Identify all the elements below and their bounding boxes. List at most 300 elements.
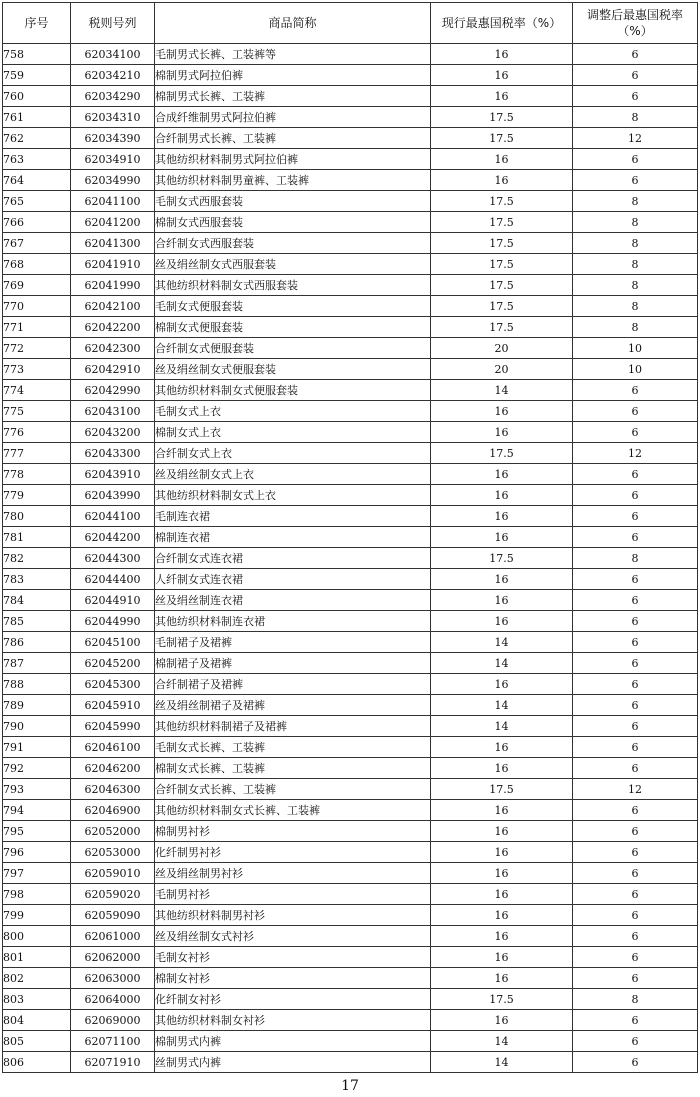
cell-product-name: 毛制女式便服套装 bbox=[155, 296, 431, 317]
cell-tariff-code: 62042100 bbox=[71, 296, 155, 317]
cell-serial-number: 798 bbox=[3, 884, 71, 905]
cell-adjusted-rate: 8 bbox=[573, 233, 698, 254]
header-current-rate: 现行最惠国税率（%） bbox=[431, 3, 573, 44]
cell-current-rate: 16 bbox=[431, 800, 573, 821]
table-row bbox=[3, 338, 698, 359]
cell-current-rate: 17.5 bbox=[431, 296, 573, 317]
cell-tariff-code: 62046300 bbox=[71, 779, 155, 800]
header-tariff-code: 税则号列 bbox=[71, 3, 155, 44]
cell-serial-number: 795 bbox=[3, 821, 71, 842]
table-row bbox=[3, 464, 698, 485]
cell-serial-number: 760 bbox=[3, 86, 71, 107]
cell-tariff-code: 62034310 bbox=[71, 107, 155, 128]
cell-product-name: 丝及绢丝制女式上衣 bbox=[155, 464, 431, 485]
cell-product-name: 人纤制女式连衣裙 bbox=[155, 569, 431, 590]
cell-adjusted-rate: 8 bbox=[573, 989, 698, 1010]
cell-product-name: 棉制女式上衣 bbox=[155, 422, 431, 443]
cell-current-rate: 16 bbox=[431, 86, 573, 107]
cell-current-rate: 16 bbox=[431, 422, 573, 443]
cell-current-rate: 16 bbox=[431, 674, 573, 695]
cell-current-rate: 17.5 bbox=[431, 107, 573, 128]
table-row bbox=[3, 947, 698, 968]
cell-current-rate: 16 bbox=[431, 926, 573, 947]
cell-adjusted-rate: 8 bbox=[573, 254, 698, 275]
header-product-name: 商品简称 bbox=[155, 3, 431, 44]
cell-product-name: 其他纺织材料制女式长裤、工装裤 bbox=[155, 800, 431, 821]
cell-serial-number: 794 bbox=[3, 800, 71, 821]
cell-adjusted-rate: 12 bbox=[573, 779, 698, 800]
table-row bbox=[3, 716, 698, 737]
cell-tariff-code: 62042300 bbox=[71, 338, 155, 359]
cell-adjusted-rate: 6 bbox=[573, 86, 698, 107]
cell-serial-number: 779 bbox=[3, 485, 71, 506]
cell-serial-number: 803 bbox=[3, 989, 71, 1010]
cell-serial-number: 784 bbox=[3, 590, 71, 611]
cell-serial-number: 758 bbox=[3, 44, 71, 65]
table-row bbox=[3, 485, 698, 506]
cell-product-name: 毛制女衬衫 bbox=[155, 947, 431, 968]
cell-adjusted-rate: 6 bbox=[573, 842, 698, 863]
cell-adjusted-rate: 6 bbox=[573, 947, 698, 968]
cell-adjusted-rate: 6 bbox=[573, 149, 698, 170]
cell-product-name: 毛制连衣裙 bbox=[155, 506, 431, 527]
cell-serial-number: 801 bbox=[3, 947, 71, 968]
cell-adjusted-rate: 6 bbox=[573, 44, 698, 65]
cell-product-name: 其他纺织材料制男衬衫 bbox=[155, 905, 431, 926]
table-row bbox=[3, 1031, 698, 1052]
table-header-row bbox=[3, 3, 698, 44]
cell-product-name: 合纤制裙子及裙裤 bbox=[155, 674, 431, 695]
cell-product-name: 棉制女衬衫 bbox=[155, 968, 431, 989]
table-row bbox=[3, 275, 698, 296]
cell-current-rate: 16 bbox=[431, 758, 573, 779]
table-row bbox=[3, 800, 698, 821]
cell-tariff-code: 62061000 bbox=[71, 926, 155, 947]
cell-adjusted-rate: 6 bbox=[573, 737, 698, 758]
cell-current-rate: 16 bbox=[431, 44, 573, 65]
tariff-table bbox=[2, 2, 698, 1073]
cell-product-name: 毛制女式长裤、工装裤 bbox=[155, 737, 431, 758]
cell-tariff-code: 62059020 bbox=[71, 884, 155, 905]
table-row bbox=[3, 758, 698, 779]
cell-serial-number: 759 bbox=[3, 65, 71, 86]
cell-current-rate: 14 bbox=[431, 1052, 573, 1073]
cell-product-name: 其他纺织材料制连衣裙 bbox=[155, 611, 431, 632]
table-row bbox=[3, 401, 698, 422]
cell-tariff-code: 62034210 bbox=[71, 65, 155, 86]
cell-adjusted-rate: 6 bbox=[573, 590, 698, 611]
cell-adjusted-rate: 12 bbox=[573, 128, 698, 149]
table-row bbox=[3, 422, 698, 443]
cell-current-rate: 16 bbox=[431, 170, 573, 191]
cell-tariff-code: 62034910 bbox=[71, 149, 155, 170]
cell-tariff-code: 62043990 bbox=[71, 485, 155, 506]
cell-adjusted-rate: 8 bbox=[573, 275, 698, 296]
cell-product-name: 合纤制女式便服套装 bbox=[155, 338, 431, 359]
header-serial-number: 序号 bbox=[3, 3, 71, 44]
cell-product-name: 毛制男式长裤、工装裤等 bbox=[155, 44, 431, 65]
cell-current-rate: 16 bbox=[431, 569, 573, 590]
cell-current-rate: 17.5 bbox=[431, 128, 573, 149]
cell-serial-number: 770 bbox=[3, 296, 71, 317]
cell-tariff-code: 62043100 bbox=[71, 401, 155, 422]
cell-tariff-code: 62064000 bbox=[71, 989, 155, 1010]
cell-tariff-code: 62045990 bbox=[71, 716, 155, 737]
cell-tariff-code: 62044300 bbox=[71, 548, 155, 569]
cell-serial-number: 796 bbox=[3, 842, 71, 863]
cell-serial-number: 788 bbox=[3, 674, 71, 695]
cell-tariff-code: 62044910 bbox=[71, 590, 155, 611]
cell-current-rate: 16 bbox=[431, 611, 573, 632]
cell-tariff-code: 62071100 bbox=[71, 1031, 155, 1052]
cell-adjusted-rate: 6 bbox=[573, 170, 698, 191]
cell-product-name: 合纤制女式上衣 bbox=[155, 443, 431, 464]
table-body bbox=[3, 44, 698, 1073]
cell-current-rate: 16 bbox=[431, 506, 573, 527]
table-row bbox=[3, 233, 698, 254]
cell-adjusted-rate: 6 bbox=[573, 716, 698, 737]
table-row bbox=[3, 191, 698, 212]
cell-product-name: 毛制男衬衫 bbox=[155, 884, 431, 905]
cell-product-name: 化纤制女衬衫 bbox=[155, 989, 431, 1010]
cell-current-rate: 16 bbox=[431, 842, 573, 863]
cell-adjusted-rate: 6 bbox=[573, 821, 698, 842]
cell-serial-number: 776 bbox=[3, 422, 71, 443]
cell-product-name: 丝及绢丝制女式衬衫 bbox=[155, 926, 431, 947]
cell-serial-number: 763 bbox=[3, 149, 71, 170]
cell-adjusted-rate: 8 bbox=[573, 212, 698, 233]
cell-tariff-code: 62043300 bbox=[71, 443, 155, 464]
cell-serial-number: 773 bbox=[3, 359, 71, 380]
cell-serial-number: 764 bbox=[3, 170, 71, 191]
cell-adjusted-rate: 8 bbox=[573, 191, 698, 212]
cell-adjusted-rate: 6 bbox=[573, 674, 698, 695]
table-row bbox=[3, 128, 698, 149]
cell-current-rate: 14 bbox=[431, 695, 573, 716]
header-adjusted-rate bbox=[573, 3, 698, 44]
cell-current-rate: 20 bbox=[431, 359, 573, 380]
cell-product-name: 其他纺织材料制裙子及裙裤 bbox=[155, 716, 431, 737]
cell-product-name: 棉制男衬衫 bbox=[155, 821, 431, 842]
cell-product-name: 其他纺织材料制女式便服套装 bbox=[155, 380, 431, 401]
cell-adjusted-rate: 6 bbox=[573, 758, 698, 779]
cell-product-name: 其他纺织材料制男童裤、工装裤 bbox=[155, 170, 431, 191]
cell-tariff-code: 62044100 bbox=[71, 506, 155, 527]
cell-serial-number: 777 bbox=[3, 443, 71, 464]
cell-tariff-code: 62034390 bbox=[71, 128, 155, 149]
cell-tariff-code: 62046200 bbox=[71, 758, 155, 779]
cell-adjusted-rate: 6 bbox=[573, 464, 698, 485]
cell-product-name: 其他纺织材料制女式上衣 bbox=[155, 485, 431, 506]
cell-adjusted-rate: 6 bbox=[573, 506, 698, 527]
cell-current-rate: 17.5 bbox=[431, 212, 573, 233]
cell-current-rate: 14 bbox=[431, 653, 573, 674]
cell-product-name: 丝及绢丝制裙子及裙裤 bbox=[155, 695, 431, 716]
cell-adjusted-rate: 8 bbox=[573, 317, 698, 338]
table-row bbox=[3, 569, 698, 590]
cell-tariff-code: 62046100 bbox=[71, 737, 155, 758]
cell-serial-number: 797 bbox=[3, 863, 71, 884]
cell-serial-number: 786 bbox=[3, 632, 71, 653]
page-number: 17 bbox=[341, 1078, 359, 1094]
cell-tariff-code: 62043200 bbox=[71, 422, 155, 443]
cell-adjusted-rate: 6 bbox=[573, 695, 698, 716]
cell-product-name: 棉制女式西服套装 bbox=[155, 212, 431, 233]
cell-current-rate: 17.5 bbox=[431, 191, 573, 212]
cell-product-name: 毛制女式上衣 bbox=[155, 401, 431, 422]
cell-current-rate: 16 bbox=[431, 968, 573, 989]
cell-tariff-code: 62041300 bbox=[71, 233, 155, 254]
table-row bbox=[3, 821, 698, 842]
cell-current-rate: 16 bbox=[431, 65, 573, 86]
cell-current-rate: 16 bbox=[431, 863, 573, 884]
cell-serial-number: 768 bbox=[3, 254, 71, 275]
table-row bbox=[3, 968, 698, 989]
cell-current-rate: 17.5 bbox=[431, 548, 573, 569]
table-row bbox=[3, 695, 698, 716]
cell-tariff-code: 62045910 bbox=[71, 695, 155, 716]
cell-current-rate: 16 bbox=[431, 884, 573, 905]
cell-product-name: 合纤制女式长裤、工装裤 bbox=[155, 779, 431, 800]
cell-adjusted-rate: 6 bbox=[573, 611, 698, 632]
cell-tariff-code: 62045100 bbox=[71, 632, 155, 653]
cell-tariff-code: 62052000 bbox=[71, 821, 155, 842]
cell-tariff-code: 62044400 bbox=[71, 569, 155, 590]
cell-serial-number: 792 bbox=[3, 758, 71, 779]
cell-current-rate: 17.5 bbox=[431, 275, 573, 296]
cell-product-name: 棉制男式长裤、工装裤 bbox=[155, 86, 431, 107]
cell-adjusted-rate: 6 bbox=[573, 569, 698, 590]
cell-product-name: 合纤制女式连衣裙 bbox=[155, 548, 431, 569]
cell-current-rate: 17.5 bbox=[431, 989, 573, 1010]
cell-tariff-code: 62041990 bbox=[71, 275, 155, 296]
cell-serial-number: 799 bbox=[3, 905, 71, 926]
cell-adjusted-rate: 6 bbox=[573, 905, 698, 926]
cell-current-rate: 17.5 bbox=[431, 317, 573, 338]
cell-tariff-code: 62041100 bbox=[71, 191, 155, 212]
table-row bbox=[3, 359, 698, 380]
table-row bbox=[3, 989, 698, 1010]
cell-product-name: 合纤制女式西服套装 bbox=[155, 233, 431, 254]
cell-serial-number: 790 bbox=[3, 716, 71, 737]
cell-current-rate: 16 bbox=[431, 947, 573, 968]
cell-tariff-code: 62043910 bbox=[71, 464, 155, 485]
cell-current-rate: 17.5 bbox=[431, 254, 573, 275]
table-row bbox=[3, 1010, 698, 1031]
cell-serial-number: 775 bbox=[3, 401, 71, 422]
cell-tariff-code: 62059090 bbox=[71, 905, 155, 926]
cell-tariff-code: 62046900 bbox=[71, 800, 155, 821]
cell-serial-number: 780 bbox=[3, 506, 71, 527]
cell-product-name: 棉制裙子及裙裤 bbox=[155, 653, 431, 674]
cell-serial-number: 767 bbox=[3, 233, 71, 254]
cell-current-rate: 17.5 bbox=[431, 779, 573, 800]
cell-tariff-code: 62041200 bbox=[71, 212, 155, 233]
cell-serial-number: 804 bbox=[3, 1010, 71, 1031]
cell-adjusted-rate: 10 bbox=[573, 338, 698, 359]
cell-adjusted-rate: 6 bbox=[573, 401, 698, 422]
cell-serial-number: 762 bbox=[3, 128, 71, 149]
cell-serial-number: 778 bbox=[3, 464, 71, 485]
cell-product-name: 棉制女式便服套装 bbox=[155, 317, 431, 338]
table-row bbox=[3, 65, 698, 86]
table-row bbox=[3, 527, 698, 548]
table-row bbox=[3, 905, 698, 926]
cell-adjusted-rate: 6 bbox=[573, 863, 698, 884]
cell-adjusted-rate: 6 bbox=[573, 926, 698, 947]
cell-serial-number: 761 bbox=[3, 107, 71, 128]
cell-current-rate: 17.5 bbox=[431, 233, 573, 254]
cell-adjusted-rate: 6 bbox=[573, 968, 698, 989]
cell-product-name: 毛制女式西服套装 bbox=[155, 191, 431, 212]
cell-current-rate: 14 bbox=[431, 632, 573, 653]
cell-serial-number: 781 bbox=[3, 527, 71, 548]
table-row bbox=[3, 548, 698, 569]
table-row bbox=[3, 674, 698, 695]
cell-adjusted-rate: 8 bbox=[573, 296, 698, 317]
cell-adjusted-rate: 12 bbox=[573, 443, 698, 464]
cell-current-rate: 16 bbox=[431, 149, 573, 170]
cell-current-rate: 16 bbox=[431, 821, 573, 842]
cell-serial-number: 787 bbox=[3, 653, 71, 674]
cell-product-name: 化纤制男衬衫 bbox=[155, 842, 431, 863]
table-row bbox=[3, 590, 698, 611]
cell-adjusted-rate: 6 bbox=[573, 527, 698, 548]
table-row bbox=[3, 653, 698, 674]
cell-serial-number: 772 bbox=[3, 338, 71, 359]
cell-product-name: 棉制男式阿拉伯裤 bbox=[155, 65, 431, 86]
cell-tariff-code: 62045300 bbox=[71, 674, 155, 695]
table-row bbox=[3, 863, 698, 884]
header-adjusted-rate-line1: 调整后最惠国税率 bbox=[586, 8, 683, 22]
cell-current-rate: 17.5 bbox=[431, 443, 573, 464]
table-row bbox=[3, 149, 698, 170]
cell-serial-number: 791 bbox=[3, 737, 71, 758]
cell-tariff-code: 62042990 bbox=[71, 380, 155, 401]
cell-current-rate: 14 bbox=[431, 716, 573, 737]
cell-adjusted-rate: 6 bbox=[573, 380, 698, 401]
cell-serial-number: 774 bbox=[3, 380, 71, 401]
cell-serial-number: 782 bbox=[3, 548, 71, 569]
cell-adjusted-rate: 6 bbox=[573, 632, 698, 653]
table-row bbox=[3, 296, 698, 317]
cell-product-name: 其他纺织材料制女衬衫 bbox=[155, 1010, 431, 1031]
cell-tariff-code: 62045200 bbox=[71, 653, 155, 674]
cell-tariff-code: 62059010 bbox=[71, 863, 155, 884]
table-row bbox=[3, 86, 698, 107]
table-row bbox=[3, 632, 698, 653]
cell-adjusted-rate: 6 bbox=[573, 884, 698, 905]
cell-tariff-code: 62044200 bbox=[71, 527, 155, 548]
cell-serial-number: 793 bbox=[3, 779, 71, 800]
cell-serial-number: 771 bbox=[3, 317, 71, 338]
cell-product-name: 棉制女式长裤、工装裤 bbox=[155, 758, 431, 779]
table-row bbox=[3, 884, 698, 905]
cell-serial-number: 783 bbox=[3, 569, 71, 590]
cell-current-rate: 16 bbox=[431, 527, 573, 548]
table-row bbox=[3, 443, 698, 464]
cell-product-name: 毛制裙子及裙裤 bbox=[155, 632, 431, 653]
cell-tariff-code: 62034290 bbox=[71, 86, 155, 107]
cell-tariff-code: 62071910 bbox=[71, 1052, 155, 1073]
cell-current-rate: 14 bbox=[431, 380, 573, 401]
cell-product-name: 其他纺织材料制男式阿拉伯裤 bbox=[155, 149, 431, 170]
cell-adjusted-rate: 6 bbox=[573, 800, 698, 821]
cell-tariff-code: 62042200 bbox=[71, 317, 155, 338]
cell-current-rate: 16 bbox=[431, 1010, 573, 1031]
table-row bbox=[3, 926, 698, 947]
table-row bbox=[3, 254, 698, 275]
cell-serial-number: 800 bbox=[3, 926, 71, 947]
cell-adjusted-rate: 6 bbox=[573, 1010, 698, 1031]
cell-serial-number: 766 bbox=[3, 212, 71, 233]
cell-adjusted-rate: 8 bbox=[573, 548, 698, 569]
table-row bbox=[3, 380, 698, 401]
cell-product-name: 合纤制男式长裤、工装裤 bbox=[155, 128, 431, 149]
cell-adjusted-rate: 8 bbox=[573, 107, 698, 128]
table-row bbox=[3, 842, 698, 863]
cell-adjusted-rate: 6 bbox=[573, 1052, 698, 1073]
cell-adjusted-rate: 6 bbox=[573, 1031, 698, 1052]
cell-tariff-code: 62041910 bbox=[71, 254, 155, 275]
cell-product-name: 棉制男式内裤 bbox=[155, 1031, 431, 1052]
cell-serial-number: 769 bbox=[3, 275, 71, 296]
cell-current-rate: 16 bbox=[431, 737, 573, 758]
table-row bbox=[3, 317, 698, 338]
cell-serial-number: 785 bbox=[3, 611, 71, 632]
cell-tariff-code: 62034990 bbox=[71, 170, 155, 191]
table-row bbox=[3, 506, 698, 527]
cell-current-rate: 16 bbox=[431, 485, 573, 506]
cell-current-rate: 16 bbox=[431, 401, 573, 422]
cell-tariff-code: 62034100 bbox=[71, 44, 155, 65]
table-row bbox=[3, 170, 698, 191]
cell-product-name: 丝及绢丝制男衬衫 bbox=[155, 863, 431, 884]
cell-product-name: 丝及绢丝制女式西服套装 bbox=[155, 254, 431, 275]
cell-product-name: 棉制连衣裙 bbox=[155, 527, 431, 548]
cell-serial-number: 765 bbox=[3, 191, 71, 212]
cell-tariff-code: 62044990 bbox=[71, 611, 155, 632]
cell-adjusted-rate: 6 bbox=[573, 653, 698, 674]
cell-tariff-code: 62063000 bbox=[71, 968, 155, 989]
cell-current-rate: 16 bbox=[431, 590, 573, 611]
cell-current-rate: 16 bbox=[431, 464, 573, 485]
cell-tariff-code: 62069000 bbox=[71, 1010, 155, 1031]
cell-serial-number: 805 bbox=[3, 1031, 71, 1052]
table-row bbox=[3, 44, 698, 65]
cell-serial-number: 802 bbox=[3, 968, 71, 989]
cell-serial-number: 789 bbox=[3, 695, 71, 716]
table-row bbox=[3, 737, 698, 758]
table-row bbox=[3, 107, 698, 128]
cell-tariff-code: 62042910 bbox=[71, 359, 155, 380]
cell-current-rate: 20 bbox=[431, 338, 573, 359]
cell-product-name: 其他纺织材料制女式西服套装 bbox=[155, 275, 431, 296]
cell-product-name: 丝及绢丝制女式便服套装 bbox=[155, 359, 431, 380]
cell-adjusted-rate: 6 bbox=[573, 422, 698, 443]
cell-current-rate: 14 bbox=[431, 1031, 573, 1052]
cell-product-name: 合成纤维制男式阿拉伯裤 bbox=[155, 107, 431, 128]
cell-current-rate: 16 bbox=[431, 905, 573, 926]
cell-product-name: 丝及绢丝制连衣裙 bbox=[155, 590, 431, 611]
cell-adjusted-rate: 10 bbox=[573, 359, 698, 380]
cell-adjusted-rate: 6 bbox=[573, 485, 698, 506]
cell-product-name: 丝制男式内裤 bbox=[155, 1052, 431, 1073]
cell-adjusted-rate: 6 bbox=[573, 65, 698, 86]
header-adjusted-rate-line2: （%） bbox=[617, 24, 653, 38]
table-row bbox=[3, 779, 698, 800]
cell-tariff-code: 62053000 bbox=[71, 842, 155, 863]
